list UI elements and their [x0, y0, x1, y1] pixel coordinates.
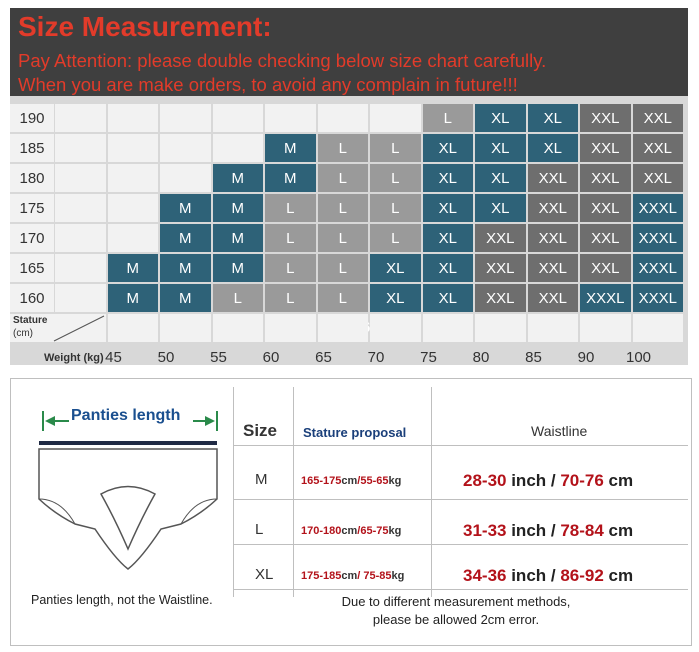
size-cell: XL: [423, 224, 474, 252]
disclaimer-line-2: please be allowed 2cm error.: [372, 612, 540, 627]
banner-title: Size Measurement:: [18, 11, 272, 42]
blank-cell: [318, 314, 369, 342]
size-cell: XXL: [633, 164, 684, 192]
stature-row-label: 160: [10, 284, 54, 312]
divider: [233, 445, 688, 446]
stature-row-label: 185: [10, 134, 54, 162]
blank-cell: [265, 314, 316, 342]
size-cell: [55, 224, 106, 252]
size-cell: M: [265, 134, 316, 162]
size-cell: XXXL: [633, 194, 684, 222]
size-cell: L: [318, 134, 369, 162]
size-cell: L: [265, 194, 316, 222]
size-cell: L: [318, 284, 369, 312]
size-cell: [108, 194, 159, 222]
size-cell: M: [160, 254, 211, 282]
size-cell: XL: [423, 134, 474, 162]
size-cell: XXL: [475, 284, 526, 312]
size-cell: L: [318, 224, 369, 252]
size-cell: XL: [423, 254, 474, 282]
size-cell: L: [265, 254, 316, 282]
size-cell: [160, 134, 211, 162]
weight-tick: 90: [577, 349, 595, 366]
blank-cell: [528, 314, 579, 342]
blank-cell: [580, 314, 631, 342]
measurement-disclaimer: [246, 593, 666, 629]
stature-row-label: 170: [10, 224, 54, 252]
blank-cell: [475, 314, 526, 342]
size-cell: XXL: [580, 104, 631, 132]
stature-unit: (cm): [13, 328, 33, 339]
size-cell: XXL: [528, 194, 579, 222]
divider: [293, 387, 294, 597]
size-cell: M: [213, 164, 264, 192]
size-cell: [55, 104, 106, 132]
stature-row-label: 190: [10, 104, 54, 132]
size-cell: M: [160, 194, 211, 222]
size-cell: XL: [528, 134, 579, 162]
size-label: L: [255, 521, 264, 538]
weight-tick: 60: [262, 349, 280, 366]
blank-cell: [213, 314, 264, 342]
weight-tick: 75: [420, 349, 437, 366]
size-cell: [160, 104, 211, 132]
size-cell: L: [265, 284, 316, 312]
stature-range: 165-175cm/55-65kg: [301, 475, 402, 487]
size-cell: XXL: [528, 224, 579, 252]
size-cell: XXL: [475, 224, 526, 252]
size-cell: M: [213, 224, 264, 252]
waistline-value: 34-36 inch / 86-92 cm: [463, 566, 634, 585]
briefs-illustration: [31, 439, 231, 579]
size-cell: M: [160, 284, 211, 312]
size-cell: XXL: [528, 284, 579, 312]
size-cell: XXL: [580, 134, 631, 162]
blank-cell: [423, 314, 474, 342]
divider: [431, 387, 432, 597]
size-cell: L: [370, 164, 421, 192]
panties-length-note: Panties length, not the Waistline.: [31, 593, 213, 607]
banner-line-2: When you are make orders, to avoid any complain in future!!!: [18, 74, 518, 95]
size-cell: [55, 134, 106, 162]
size-cell: M: [160, 224, 211, 252]
size-cell: [108, 224, 159, 252]
size-cell: L: [318, 254, 369, 282]
size-cell: XL: [475, 164, 526, 192]
size-cell: [108, 134, 159, 162]
weight-axis-label: Weight (kg): [44, 352, 104, 364]
size-cell: [55, 284, 106, 312]
stature-range: 170-180cm/65-75kg: [301, 525, 402, 537]
stature-label: Stature: [13, 315, 48, 326]
size-cell: XL: [528, 104, 579, 132]
size-label: M: [255, 471, 268, 488]
size-cell: XL: [423, 194, 474, 222]
size-cell: M: [108, 284, 159, 312]
size-cell: XL: [475, 194, 526, 222]
size-cell: XL: [423, 284, 474, 312]
weight-tick: 70: [367, 349, 385, 366]
stature-axis-label: [10, 314, 106, 342]
size-cell: XXL: [528, 254, 579, 282]
size-cell: XXXL: [633, 224, 684, 252]
size-cell: [213, 104, 264, 132]
size-cell: [213, 134, 264, 162]
size-cell: [370, 104, 421, 132]
size-cell: XL: [475, 104, 526, 132]
weight-tick: 55: [210, 349, 227, 366]
panties-length-indicator: [41, 407, 221, 437]
header-stature: Stature proposal: [303, 425, 407, 440]
size-cell: [108, 104, 159, 132]
size-cell: XL: [370, 254, 421, 282]
weight-tick: 85: [525, 349, 542, 366]
divider: [233, 387, 234, 597]
size-cell: [318, 104, 369, 132]
panties-length-label: Panties length: [71, 407, 181, 424]
divider: [233, 589, 688, 590]
size-cell: XXL: [528, 164, 579, 192]
size-cell: XXL: [580, 254, 631, 282]
size-cell: [55, 164, 106, 192]
header-waistline: Waistline: [531, 423, 588, 439]
size-cell: L: [213, 284, 264, 312]
size-cell: [160, 164, 211, 192]
blank-cell: [633, 314, 684, 342]
size-chart-panel: [10, 8, 688, 365]
size-cell: M: [265, 164, 316, 192]
weight-tick: 100: [625, 349, 652, 366]
blank-cell: [108, 314, 159, 342]
size-cell: [265, 104, 316, 132]
size-cell: XL: [475, 134, 526, 162]
size-cell: L: [318, 194, 369, 222]
size-cell: L: [370, 194, 421, 222]
divider: [233, 544, 688, 545]
waistline-value: 31-33 inch / 78-84 cm: [463, 521, 634, 540]
banner-line-1: Pay Attention: please double checking below size chart carefully.: [18, 50, 547, 71]
stature-range: 175-185cm/ 75-85kg: [301, 570, 405, 582]
size-cell: XXL: [580, 224, 631, 252]
header-size: Size: [243, 421, 278, 440]
size-cell: XXL: [633, 104, 684, 132]
size-cell: XXXL: [580, 284, 631, 312]
size-cell: L: [318, 164, 369, 192]
stature-row-label: 165: [10, 254, 54, 282]
size-cell: XL: [370, 284, 421, 312]
size-grid: [10, 103, 688, 365]
weight-tick: 65: [315, 349, 332, 366]
stature-row-label: 180: [10, 164, 54, 192]
weight-tick: 45: [105, 349, 122, 366]
size-cell: M: [108, 254, 159, 282]
size-cell: XXXL: [633, 254, 684, 282]
size-cell: XXL: [580, 164, 631, 192]
size-cell: M: [213, 194, 264, 222]
size-cell: [108, 164, 159, 192]
size-cell: L: [423, 104, 474, 132]
blank-cell: [370, 314, 421, 342]
stature-diagonal: [10, 314, 106, 342]
size-cell: XXL: [633, 134, 684, 162]
size-label: XL: [255, 566, 274, 583]
size-table-panel: [10, 378, 692, 646]
size-cell: XXL: [475, 254, 526, 282]
size-cell: XXXL: [633, 284, 684, 312]
weight-tick: 50: [157, 349, 175, 366]
weight-tick: 80: [472, 349, 490, 366]
disclaimer-line-1: Due to different measurement methods,: [341, 594, 571, 609]
size-cell: L: [265, 224, 316, 252]
banner: [10, 8, 688, 96]
stature-row-label: 175: [10, 194, 54, 222]
size-cell: L: [370, 224, 421, 252]
size-cell: L: [370, 134, 421, 162]
size-cell: [55, 254, 106, 282]
blank-cell: [160, 314, 211, 342]
waistline-value: 28-30 inch / 70-76 cm: [463, 471, 634, 490]
size-cell: [55, 194, 106, 222]
divider: [233, 499, 688, 500]
size-cell: M: [213, 254, 264, 282]
size-cell: XL: [423, 164, 474, 192]
size-cell: XXL: [580, 194, 631, 222]
